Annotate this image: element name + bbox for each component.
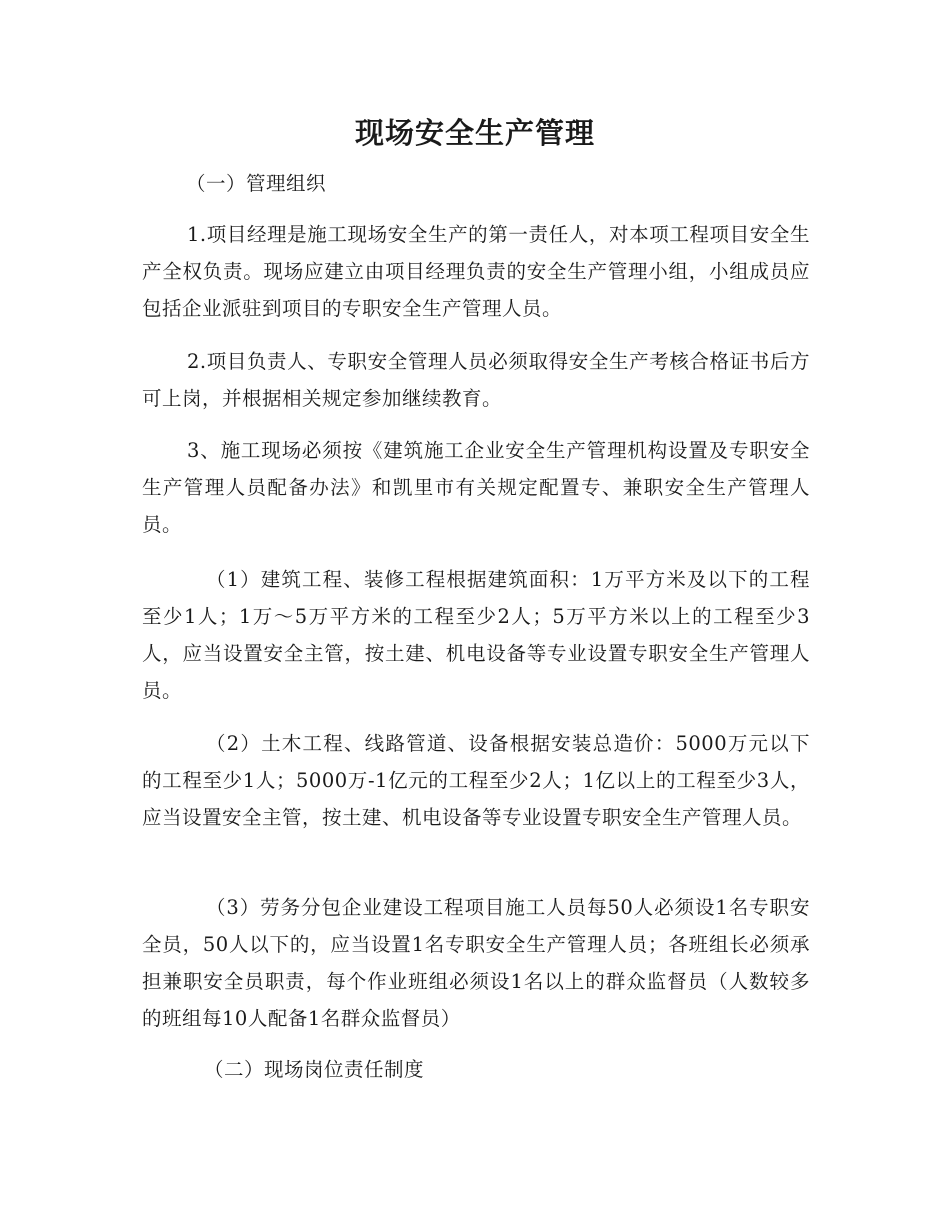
paragraph-5: （2）土木工程、线路管道、设备根据安装总造价：5000万元以下的工程至少1人；5000万-1亿元的工程至少2人；1亿以上的工程至少3人，应当设置安全主管，按土建、机电设备等专业设置专职安全生产管理人员。 bbox=[142, 732, 810, 829]
paragraph-3: 3、施工现场必须按《建筑施工企业安全生产管理机构设置及专职安全生产管理人员配备办法》和凯里市有关规定配置专、兼职安全生产管理人员。 bbox=[142, 439, 810, 536]
paragraph-1: 1.项目经理是施工现场安全生产的第一责任人，对本项工程项目安全生产全权负责。现场应建立由项目经理负责的安全生产管理小组，小组成员应包括企业派驻到项目的专职安全生产管理人员。 bbox=[142, 223, 810, 320]
section-heading-post-responsibility: （二）现场岗位责任制度 bbox=[204, 1058, 425, 1081]
paragraph-6: （3）劳务分包企业建设工程项目施工人员每50人必须设1名专职安全员，50人以下的，应当设置1名专职安全生产管理人员；各班组长必须承担兼职安全员职责，每个作业班组必须设1名以上的群众监督员（人数较多的班组每10人配备1名群众监督员） bbox=[142, 896, 810, 1030]
document-title: 现场安全生产管理 bbox=[354, 116, 595, 150]
section-heading-management-organization: （一）管理组织 bbox=[186, 172, 327, 195]
paragraph-2: 2.项目负责人、专职安全管理人员必须取得安全生产考核合格证书后方可上岗，并根据相关规定参加继续教育。 bbox=[142, 350, 810, 410]
paragraph-4: （1）建筑工程、装修工程根据建筑面积：1万平方米及以下的工程至少1人；1万～5万平方米的工程至少2人；5万平方米以上的工程至少3人，应当设置安全主管，按土建、机电设备等专业设置专职安全生产管理人员。 bbox=[142, 568, 810, 702]
